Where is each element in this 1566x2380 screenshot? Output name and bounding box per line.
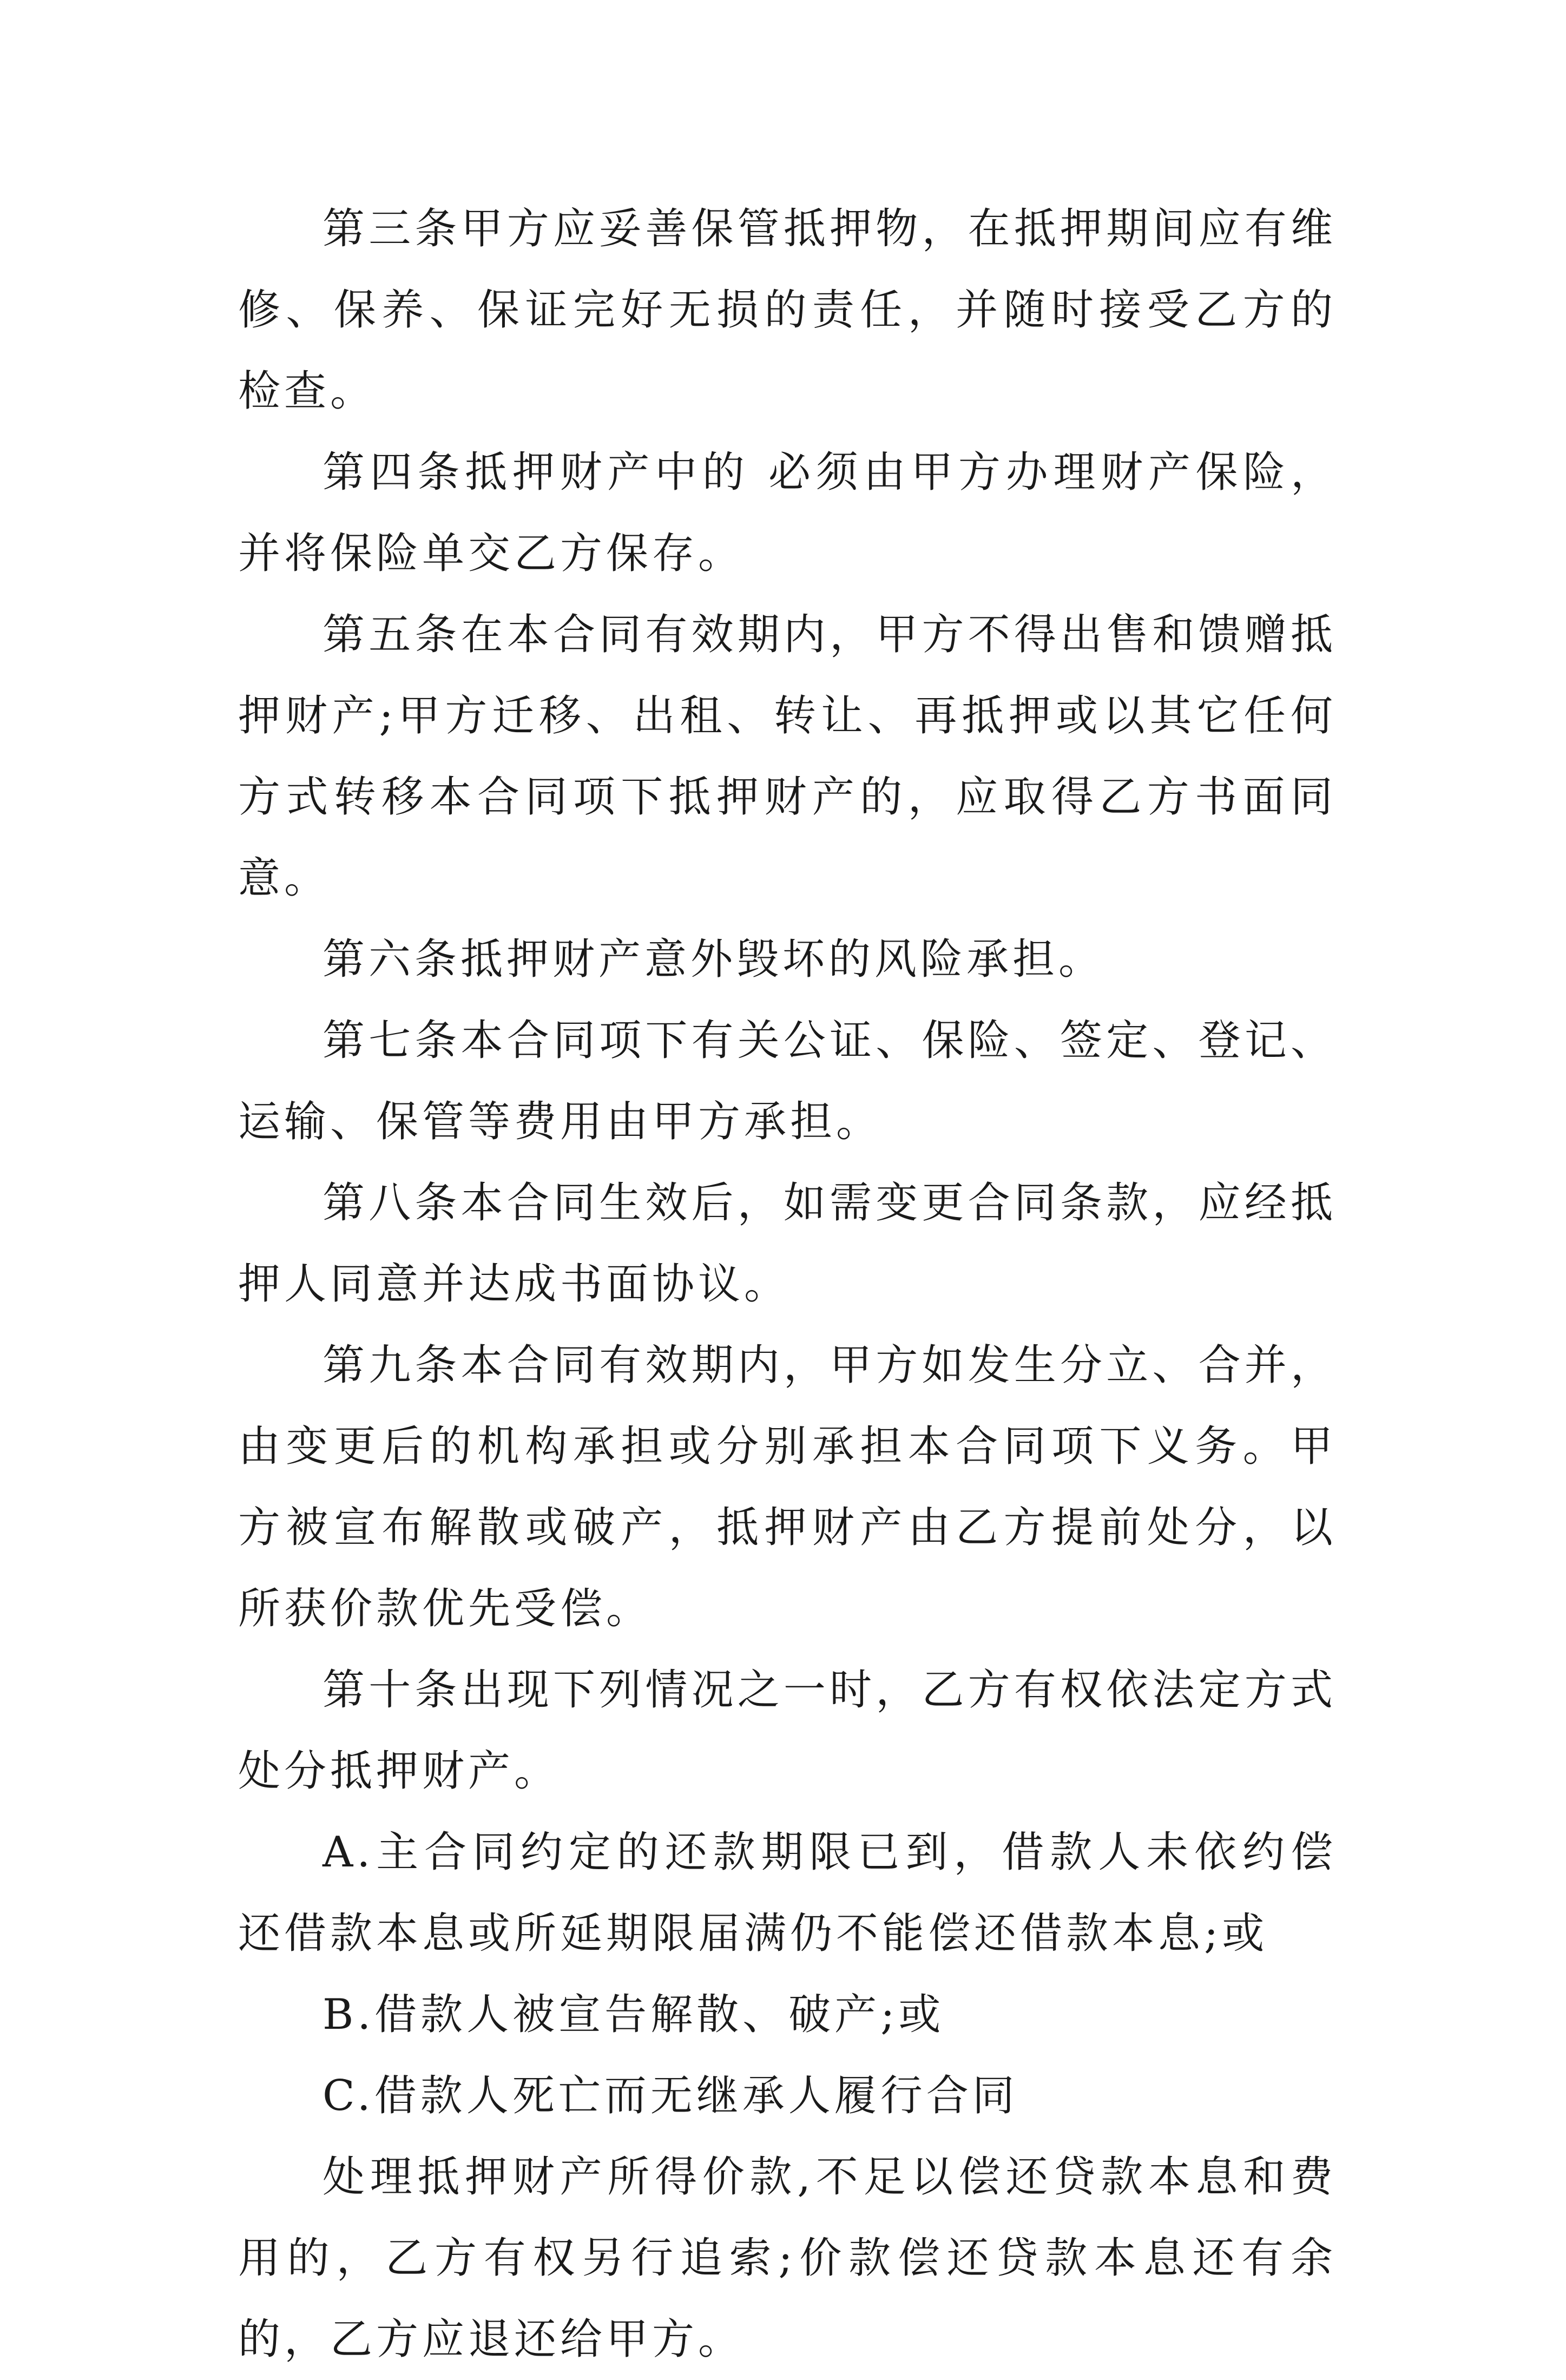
clause-8: 第八条本合同生效后，如需变更合同条款，应经抵押人同意并达成书面协议。 (238, 1179, 1337, 1309)
clause-10-item-b: B.借款人被宣告解散、破产;或 (323, 1990, 945, 2039)
clause-7: 第七条本合同项下有关公证、保险、签定、登记、运输、保管等费用由甲方承担。 (238, 1016, 1337, 1146)
clause-5: 第五条在本合同有效期内，甲方不得出售和馈赠抵押财产;甲方迁移、出租、转让、再抵押或以其它任何方式转移本合同项下抵押财产的，应取得乙方书面同意。 (238, 610, 1337, 903)
clause-10-item-c: C.借款人死亡而无继承人履行合同 (323, 2072, 1018, 2120)
clause-3: 第三条甲方应妥善保管抵押物，在抵押期间应有维修、保养、保证完好无损的责任，并随时接受乙方的检查。 (238, 205, 1337, 416)
clause-10-item-a: A.主合同约定的还款期限已到，借款人未依约偿还借款本息或所延期限届满仍不能偿还借款本息;或 (238, 1828, 1337, 1958)
clause-4: 第四条抵押财产中的 必须由甲方办理财产保险，并将保险单交乙方保存。 (238, 448, 1337, 578)
clause-10: 第十条出现下列情况之一时，乙方有权依法定方式处分抵押财产。 (238, 1666, 1337, 1796)
proceeds-paragraph: 处理抵押财产所得价款,不足以偿还贷款本息和费用的，乙方有权另行追索;价款偿还贷款本息还有余的，乙方应退还给甲方。 (238, 2153, 1337, 2364)
document-body (238, 188, 1337, 2380)
clause-6: 第六条抵押财产意外毁坏的风险承担。 (323, 935, 1105, 984)
clause-9: 第九条本合同有效期内，甲方如发生分立、合并，由变更后的机构承担或分别承担本合同项下义务。甲方被宣布解散或破产，抵押财产由乙方提前处分，以所获价款优先受偿。 (238, 1341, 1337, 1633)
